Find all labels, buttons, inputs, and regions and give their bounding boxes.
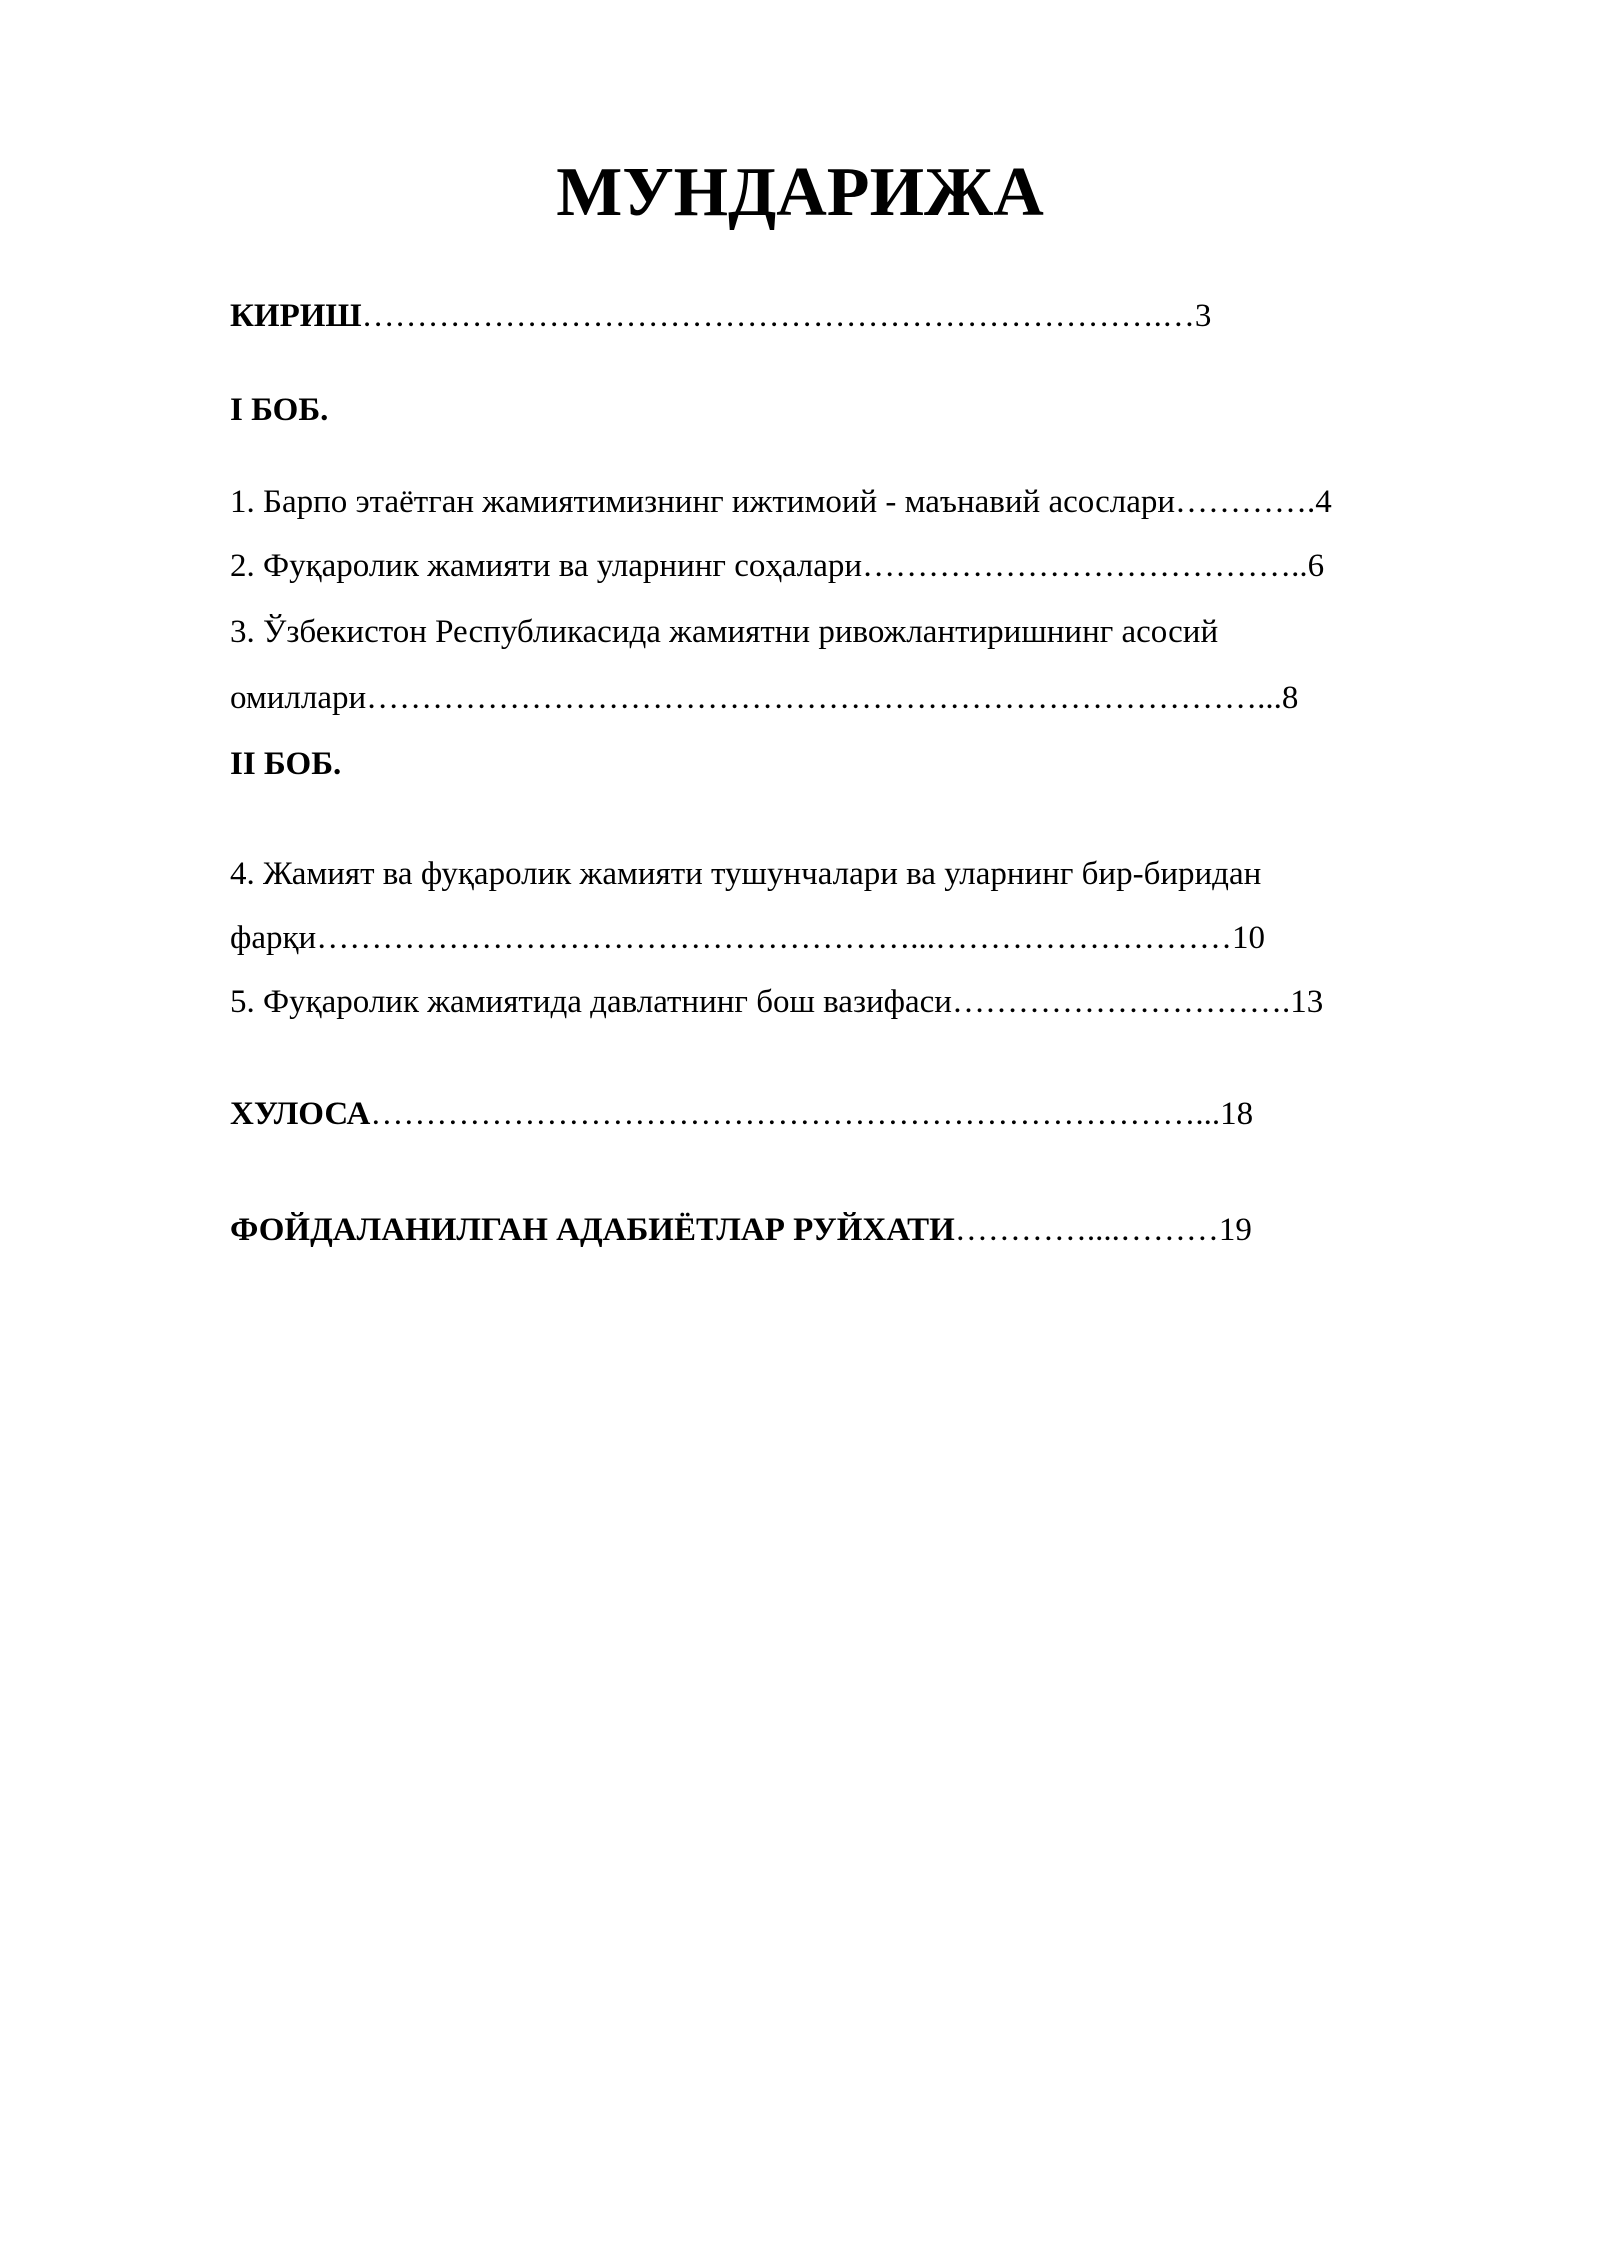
toc-entry-label: 5. Фуқаролик жамиятида давлатнинг бош вазифаси — [230, 984, 952, 1020]
toc-entry-label: 2. Фуқаролик жамияти ва уларнинг соҳалари — [230, 548, 863, 584]
toc-entry-4-line-1 — [230, 852, 1261, 896]
toc-leader-dots: …………....……… — [954, 1212, 1219, 1248]
toc-entry-label: фарқи — [230, 920, 317, 956]
toc-entry-references — [230, 1208, 1252, 1252]
toc-entry-label: ФОЙДАЛАНИЛГАН АДАБИЁТЛАР РУЙХАТИ — [230, 1212, 955, 1248]
toc-page-number: 6 — [1307, 548, 1325, 584]
toc-page-number: 4 — [1315, 484, 1332, 520]
toc-page-number: 19 — [1218, 1212, 1252, 1248]
chapter-heading-1: I БОБ. — [230, 392, 329, 428]
toc-page-number: 8 — [1281, 680, 1299, 716]
toc-leader-dots: ……………………………………………………………….… — [361, 298, 1195, 334]
toc-leader-dots: …………………………. — [951, 984, 1291, 1020]
toc-entry-2 — [230, 544, 1324, 588]
toc-leader-dots: ………………………………………………………………………... — [366, 680, 1282, 716]
toc-leader-dots: ………………………………….. — [862, 548, 1308, 584]
toc-entry-1 — [230, 480, 1332, 524]
toc-entry-label: 1. Барпо этаётган жамиятимизнинг ижтимоий - маънавий асослари — [230, 484, 1175, 520]
toc-entry-label: КИРИШ — [230, 298, 362, 334]
toc-entry-label: ХУЛОСА — [230, 1096, 371, 1132]
toc-entry-label: 4. Жамият ва фуқаролик жамияти тушунчалари ва уларнинг бир-биридан — [230, 856, 1262, 892]
toc-page-number: 3 — [1194, 298, 1212, 334]
toc-entry-3-line-2 — [230, 676, 1298, 720]
page-title: МУНДАРИЖА — [556, 154, 1044, 231]
toc-leader-dots: …………. — [1175, 484, 1316, 520]
toc-entry-label: 3. Ўзбекистон Республикасида жамиятни ривожлантиришнинг асосий — [230, 614, 1219, 650]
toc-page-number: 18 — [1220, 1096, 1254, 1132]
toc-page-number: 13 — [1290, 984, 1324, 1020]
toc-entry-5 — [230, 980, 1323, 1024]
toc-entry-conclusion — [230, 1092, 1253, 1136]
chapter-heading-2: II БОБ. — [230, 746, 342, 782]
toc-leader-dots: ………………………………………………...……………………… — [316, 920, 1232, 956]
toc-entry-label: омиллари — [230, 680, 367, 716]
toc-page-number: 10 — [1231, 920, 1265, 956]
toc-leader-dots: …………………………………………………………………... — [370, 1096, 1221, 1132]
toc-entry-intro — [230, 294, 1211, 338]
toc-entry-3-line-1 — [230, 610, 1218, 654]
toc-entry-4-line-2 — [230, 916, 1265, 960]
